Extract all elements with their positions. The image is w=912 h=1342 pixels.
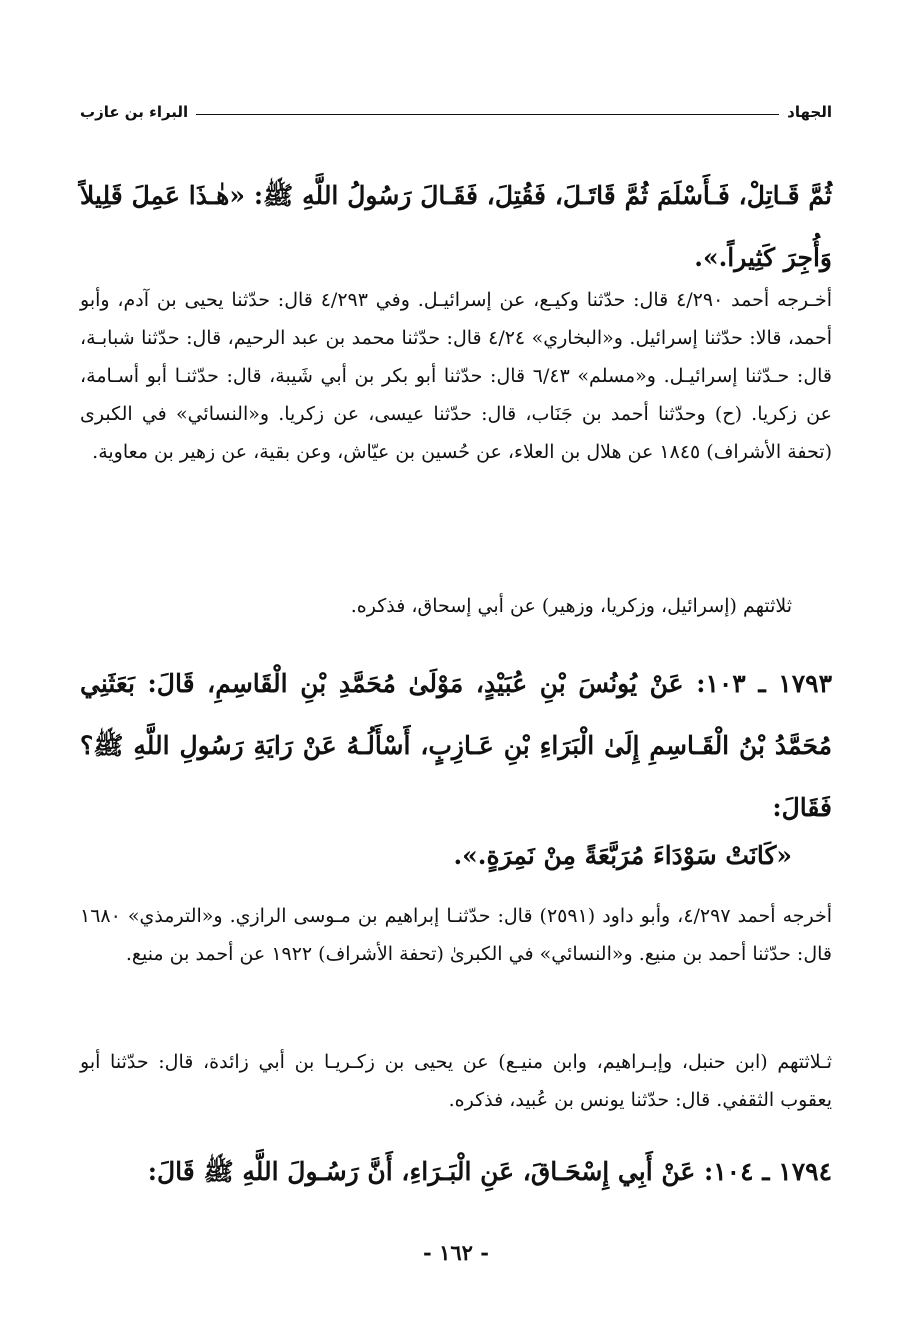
takhrij-1793: أخرجه أحمد ٤/٢٩٧، وأبو داود (٢٥٩١) قال: حدّثنـا إبراهيم بن مـوسى الرازي. و«الترمذي» ١٦٨٠ قال: حدّثنا أحمد بن منيع. و«النسائي» في الكبرىٰ (تحفة الأشراف) ١٩٢٢ عن أحمد بن منيع. [80,905,833,965]
hadith-1793: ١٧٩٣ ـ ١٠٣: عَنْ يُونُسَ بْنِ عُبَيْدٍ، مَوْلَىٰ مُحَمَّدِ بْنِ الْقَاسِمِ، قَالَ: بَعَثَنِي مُحَمَّدُ بْنُ الْقَـاسِمِ إِلَىٰ الْبَرَاءِ بْنِ عَـازِبٍ، أَسْأَلُـهُ عَنْ رَايَةِ رَسُولِ اللَّهِ ﷺ؟ فَقَالَ: [80,669,833,822]
running-header [80,97,832,121]
header-section: البراء بن عازب [80,103,189,121]
takhrij-paragraph: أخـرجه أحمد ٤/٢٩٠ قال: حدّثنا وكيـع، عن إسرائيـل. وفي ٤/٢٩٣ قال: حدّثنا يحيى بن آدم، وأبو أحمد، قالا: حدّثنا إسرائيل. و«البخاري» ٤/٢٤ قال: حدّثنا محمد بن عبد الرحيم، قال: حدّثنا شبابـة، قال: حـدّثنا إسرائيـل. و«مسلم» ٦/٤٣ قال: حدّثنا أبو بكر بن أبي شَيبة، قال: حدّثنـا أبو أسـامة، عن زكريا. (ح) وحدّثنا أحمد بن جَنَاب، قال: حدّثنا عيسى، عن زكريا. و«النسائي» في الكبرى (تحفة الأشراف) ١٨٤٥ عن هلال بن العلاء، عن حُسين بن عيّاش، وعن بقية، عن زهير بن معاوية. [80,289,833,463]
hadith-1793-quote: «كَانَتْ سَوْدَاءَ مُرَبَّعَةً مِنْ نَمِرَةٍ.». [453,841,792,870]
hadith-1794: ١٧٩٤ ـ ١٠٤: عَنْ أَبِي إِسْحَـاقَ، عَنِ الْبَـرَاءِ، أَنَّ رَسُـولَ اللَّهِ ﷺ قَالَ: [147,1157,832,1186]
takhrij-summary: ثلاثتهم (إسرائيل، وزكريا، وزهير) عن أبي إسحاق، فذكره. [350,595,792,617]
header-rule [196,114,779,115]
header-chapter: الجهاد [787,103,832,121]
hadith-continuation: ثُمَّ قَـاتِلْ، فَـأَسْلَمَ ثُمَّ قَاتَـلَ، فَقُتِلَ، فَقَـالَ رَسُولُ اللَّهِ ﷺ: «هٰـذَا عَمِلَ قَلِيلاً وَأُجِرَ كَثِيراً.». [80,181,832,272]
page-number: - ١٦٢ - [423,1240,489,1265]
takhrij-1793-summary: ثـلاثتهم (ابن حنبل، وإبـراهيم، وابن منيـع) عن يحيى بن زكـريـا بن أبي زائدة، قال: حدّثنا أبو يعقوب الثقفي. قال: حدّثنا يونس بن عُبيد، فذكره. [80,1051,832,1111]
